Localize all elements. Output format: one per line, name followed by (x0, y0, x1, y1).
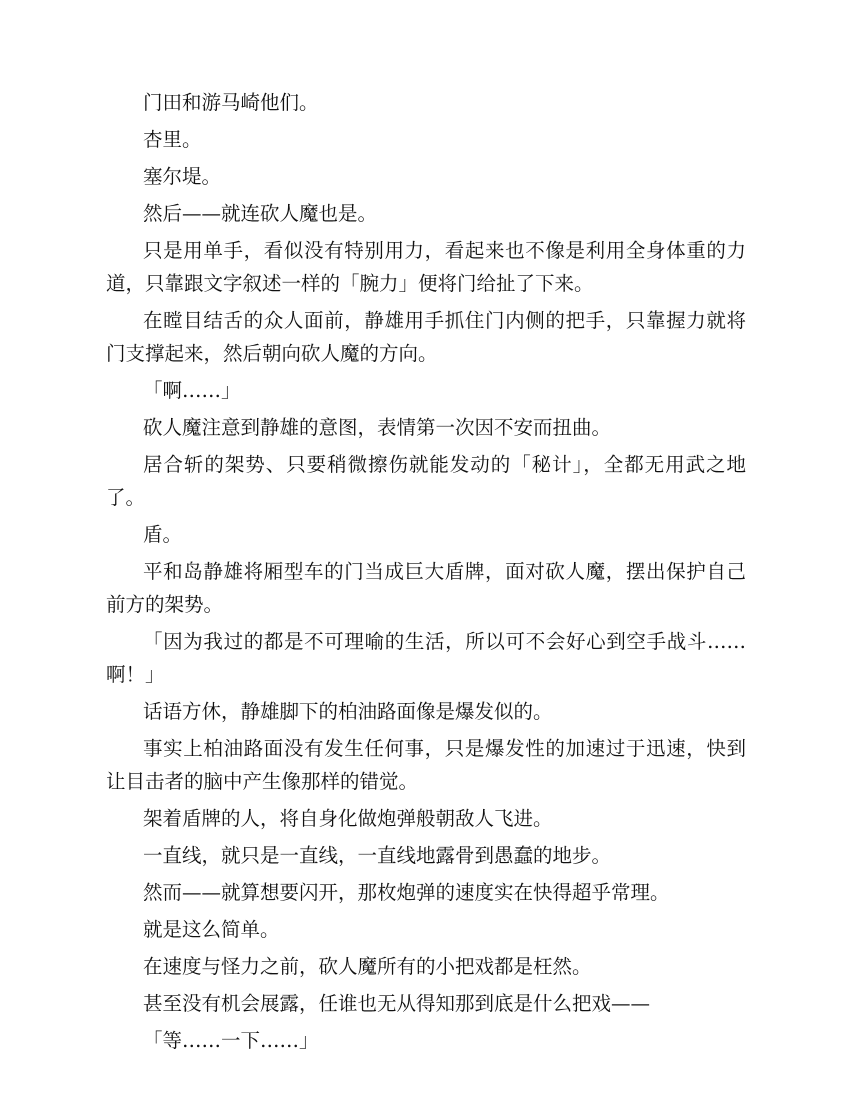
paragraph: 在瞠目结舌的众人面前，静雄用手抓住门内侧的把手，只靠握力就将门支撑起来，然后朝向砍人魔的方向。 (106, 309, 746, 365)
paragraph: 甚至没有机会展露，任谁也无从得知那到底是什么把戏—— (143, 992, 651, 1015)
paragraph: 在速度与怪力之前，砍人魔所有的小把戏都是枉然。 (143, 955, 592, 978)
paragraph: 事实上柏油路面没有发生任何事，只是爆发性的加速过于迅速，快到让目击者的脑中产生像那样的错觉。 (106, 737, 746, 793)
paragraph: 然后——就连砍人魔也是。 (143, 202, 378, 225)
document-page (106, 86, 746, 1052)
paragraph: 架着盾牌的人，将自身化做炮弹般朝敌人飞进。 (143, 807, 553, 830)
paragraph: 「啊……」 (143, 379, 241, 402)
paragraph: 话语方休，静雄脚下的柏油路面像是爆发似的。 (143, 700, 553, 723)
paragraph: 砍人魔注意到静雄的意图，表情第一次因不安而扭曲。 (143, 416, 612, 439)
paragraph: 一直线，就只是一直线，一直线地露骨到愚蠢的地步。 (143, 844, 612, 867)
paragraph: 居合斩的架势、只要稍微擦伤就能发动的「秘计」，全都无用武之地了。 (106, 453, 746, 509)
paragraph: 门田和游马崎他们。 (143, 91, 319, 114)
paragraph: 「等……一下……」 (143, 1029, 319, 1052)
paragraph: 「因为我过的都是不可理喻的生活，所以可不会好心到空手战斗……啊！」 (106, 630, 746, 686)
paragraph: 平和岛静雄将厢型车的门当成巨大盾牌，面对砍人魔，摆出保护自己前方的架势。 (106, 560, 746, 616)
paragraph: 杏里。 (143, 128, 202, 151)
paragraph: 盾。 (143, 523, 183, 546)
paragraph: 只是用单手，看似没有特别用力，看起来也不像是利用全身体重的力道，只靠跟文字叙述一样的「腕力」便将门给扯了下来。 (106, 239, 746, 295)
paragraph: 塞尔堤。 (143, 165, 222, 188)
paragraph: 就是这么简单。 (143, 918, 280, 941)
paragraph: 然而——就算想要闪开，那枚炮弹的速度实在快得超乎常理。 (143, 881, 670, 904)
